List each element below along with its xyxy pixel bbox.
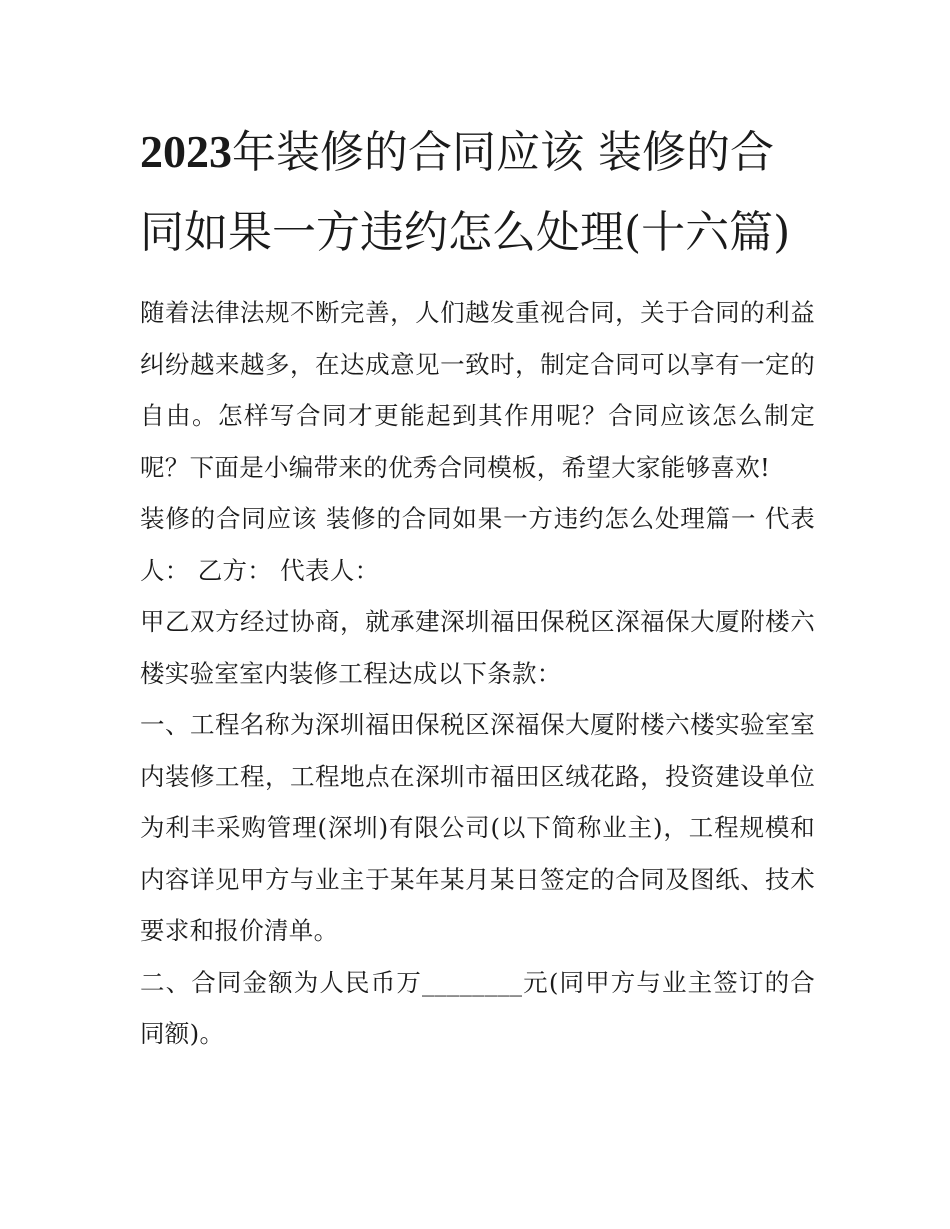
section-heading-paragraph: 装修的合同应该 装修的合同如果一方违约怎么处理篇一 代表人： 乙方： 代表人： [140,504,815,585]
title-year: 2023 [140,126,232,177]
title-text: 年装修的合同应该 装修的合同如果一方违约怎么处理(十六篇) [140,127,791,258]
agreement-paragraph: 甲乙双方经过协商，就承建深圳福田保税区深福保大厦附楼六楼实验室室内装修工程达成以下条款： [140,607,815,688]
intro-paragraph: 随着法律法规不断完善，人们越发重视合同，关于合同的利益纠纷越来越多，在达成意见一致时，制定合同可以享有一定的自由。怎样写合同才更能起到其作用呢？合同应该怎么制定呢？下面是小编带来的优秀合同模板，希望大家能够喜欢! [140,298,815,482]
document-title [140,112,815,273]
clause-two-paragraph: 二、合同金额为人民币万________元(同甲方与业主签订的合同额)。 [140,967,815,1048]
document-page [140,112,815,1060]
clause-one-paragraph: 一、工程名称为深圳福田保税区深福保大厦附楼六楼实验室室内装修工程，工程地点在深圳市福田区绒花路，投资建设单位为利丰采购管理(深圳)有限公司(以下简称业主)，工程规模和内容详见甲方与业主于某年某月某日签定的合同及图纸、技术要求和报价清单。 [140,710,815,945]
